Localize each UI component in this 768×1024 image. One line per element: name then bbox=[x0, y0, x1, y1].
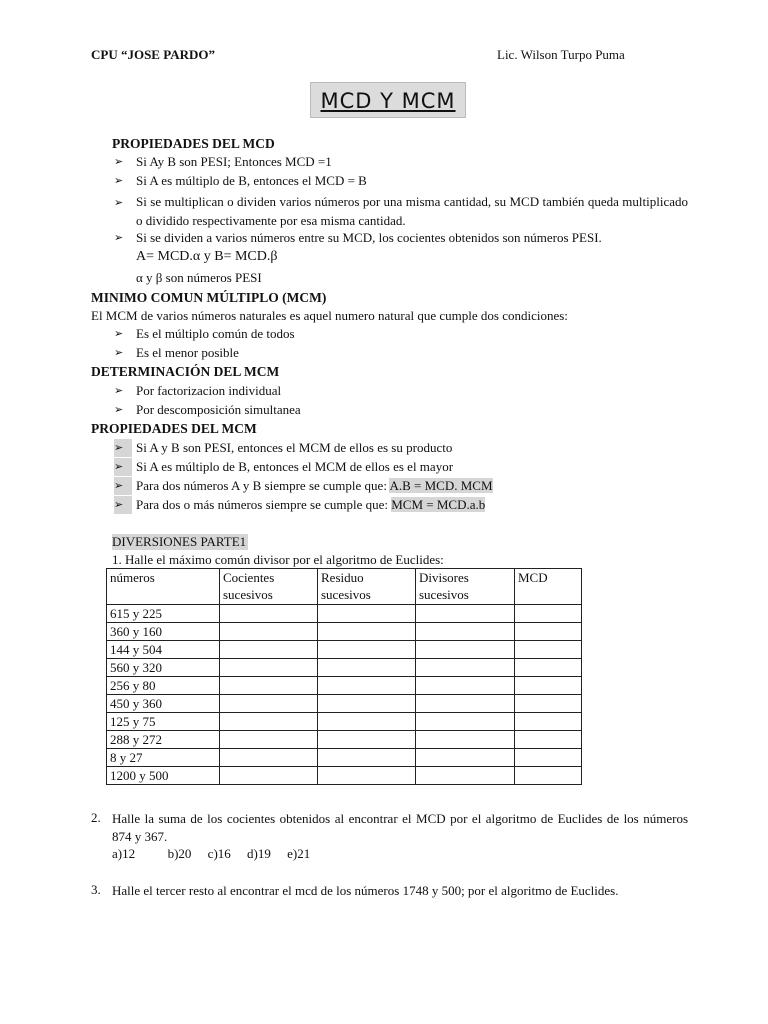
answer-cell[interactable] bbox=[318, 623, 416, 641]
question-2: Halle la suma de los cocientes obtenidos al encontrar el MCD por el algoritmo de Euclides de los números 874 y 367. bbox=[112, 811, 688, 844]
table-header-cell: MCD bbox=[515, 569, 582, 605]
answer-cell[interactable] bbox=[318, 659, 416, 677]
table-cell: 8 y 27 bbox=[107, 749, 220, 767]
answer-cell[interactable] bbox=[318, 641, 416, 659]
table-row bbox=[107, 713, 582, 731]
answer-cell[interactable] bbox=[220, 659, 318, 677]
arrowhead-bullet-icon: ➢ bbox=[114, 155, 124, 168]
table-cell: 450 y 360 bbox=[107, 695, 220, 713]
title-box bbox=[310, 82, 466, 118]
table-header-cell: Divisores sucesivos bbox=[416, 569, 515, 605]
question-3: Halle el tercer resto al encontrar el mcd de los números 1748 y 500; por el algoritmo de Euclides. bbox=[112, 883, 619, 898]
table-row bbox=[107, 659, 582, 677]
question-2-number: 2. bbox=[91, 810, 101, 825]
list-item: ➢ Es el menor posible bbox=[114, 345, 239, 360]
table-header-cell: Residuo sucesivos bbox=[318, 569, 416, 605]
answer-cell[interactable] bbox=[515, 605, 582, 623]
table-row bbox=[107, 767, 582, 785]
answer-cell[interactable] bbox=[416, 713, 515, 731]
arrowhead-bullet-icon: ➢ bbox=[114, 441, 124, 454]
answer-cell[interactable] bbox=[318, 713, 416, 731]
table-header-cell: Cocientes sucesivos bbox=[220, 569, 318, 605]
table-cell: 125 y 75 bbox=[107, 713, 220, 731]
list-item: ➢ Si Ay B son PESI; Entonces MCD =1 bbox=[114, 154, 332, 169]
answer-cell[interactable] bbox=[220, 749, 318, 767]
table-row bbox=[107, 641, 582, 659]
arrowhead-bullet-icon: ➢ bbox=[114, 384, 124, 397]
arrowhead-bullet-icon: ➢ bbox=[114, 498, 124, 511]
table-cell: 615 y 225 bbox=[107, 605, 220, 623]
answer-cell[interactable] bbox=[220, 695, 318, 713]
answer-cell[interactable] bbox=[416, 695, 515, 713]
arrowhead-bullet-icon: ➢ bbox=[114, 174, 124, 187]
answer-cell[interactable] bbox=[220, 605, 318, 623]
answer-cell[interactable] bbox=[515, 713, 582, 731]
answer-cell[interactable] bbox=[416, 623, 515, 641]
section-heading-prop-mcd: PROPIEDADES DEL MCD bbox=[112, 136, 275, 151]
arrowhead-bullet-icon: ➢ bbox=[114, 327, 124, 340]
table-cell: 288 y 272 bbox=[107, 731, 220, 749]
answer-cell[interactable] bbox=[416, 731, 515, 749]
answer-cell[interactable] bbox=[515, 659, 582, 677]
answer-cell[interactable] bbox=[220, 677, 318, 695]
answer-cell[interactable] bbox=[318, 695, 416, 713]
table-cell: 360 y 160 bbox=[107, 623, 220, 641]
arrowhead-bullet-icon: ➢ bbox=[114, 346, 124, 359]
answer-cell[interactable] bbox=[515, 767, 582, 785]
list-item: ➢ Si A y B son PESI, entonces el MCM de ellos es su producto bbox=[114, 440, 453, 455]
table-cell: 1200 y 500 bbox=[107, 767, 220, 785]
list-item: ➢ Si se multiplican o dividen varios números por una misma cantidad, su MCD también queda multiplicado o dividido respectivamente por esa misma cantidad. bbox=[114, 194, 688, 228]
answer-cell[interactable] bbox=[416, 677, 515, 695]
table-cell: 256 y 80 bbox=[107, 677, 220, 695]
answer-cell[interactable] bbox=[318, 731, 416, 749]
formula-pesi: α y β son números PESI bbox=[136, 270, 262, 285]
table-row bbox=[107, 731, 582, 749]
answer-cell[interactable] bbox=[318, 767, 416, 785]
list-item: ➢ Si A es múltiplo de B, entonces el MCM de ellos es el mayor bbox=[114, 459, 454, 474]
arrowhead-bullet-icon: ➢ bbox=[114, 196, 124, 209]
table-cell: 560 y 320 bbox=[107, 659, 220, 677]
table-row bbox=[107, 695, 582, 713]
answer-cell[interactable] bbox=[220, 713, 318, 731]
table-header-row bbox=[107, 569, 582, 605]
answer-cell[interactable] bbox=[220, 623, 318, 641]
section-heading-determinacion: DETERMINACIÓN DEL MCM bbox=[91, 364, 280, 379]
question-1: 1. Halle el máximo común divisor por el algoritmo de Euclides: bbox=[112, 552, 444, 567]
table-row bbox=[107, 749, 582, 767]
answer-cell[interactable] bbox=[416, 749, 515, 767]
list-item: ➢ Por descomposición simultanea bbox=[114, 402, 301, 417]
answer-cell[interactable] bbox=[515, 623, 582, 641]
answer-cell[interactable] bbox=[515, 677, 582, 695]
answer-cell[interactable] bbox=[416, 659, 515, 677]
answer-cell[interactable] bbox=[416, 767, 515, 785]
arrowhead-bullet-icon: ➢ bbox=[114, 460, 124, 473]
table-row bbox=[107, 623, 582, 641]
list-item: ➢ Por factorizacion individual bbox=[114, 383, 282, 398]
list-item: ➢ Para dos o más números siempre se cumple que: MCM = MCD.a.b bbox=[114, 497, 486, 512]
euclides-table bbox=[106, 568, 582, 785]
list-item: ➢ Si se dividen a varios números entre su MCD, los cocientes obtenidos son números PESI. bbox=[114, 230, 602, 245]
question-2-options: a)12 b)20 c)16 d)19 e)21 bbox=[112, 846, 311, 861]
formula-highlight: A.B = MCD. MCM bbox=[389, 478, 493, 493]
table-row bbox=[107, 677, 582, 695]
header-school: CPU “JOSE PARDO” bbox=[91, 47, 215, 62]
list-item: ➢ Es el múltiplo común de todos bbox=[114, 326, 295, 341]
list-item: ➢ Si A es múltiplo de B, entonces el MCD = B bbox=[114, 173, 367, 188]
mcm-definition: El MCM de varios números naturales es aquel numero natural que cumple dos condiciones: bbox=[91, 308, 568, 323]
answer-cell[interactable] bbox=[515, 641, 582, 659]
answer-cell[interactable] bbox=[220, 731, 318, 749]
formula-highlight: MCM = MCD.a.b bbox=[391, 497, 486, 512]
answer-cell[interactable] bbox=[515, 695, 582, 713]
arrowhead-bullet-icon: ➢ bbox=[114, 479, 124, 492]
answer-cell[interactable] bbox=[318, 677, 416, 695]
header-author: Lic. Wilson Turpo Puma bbox=[497, 47, 625, 62]
page-title: MCD Y MCM bbox=[320, 89, 456, 113]
answer-cell[interactable] bbox=[220, 767, 318, 785]
formula-mcd: A= MCD.α y B= MCD.β bbox=[136, 249, 278, 264]
answer-cell[interactable] bbox=[416, 641, 515, 659]
table-cell: 144 y 504 bbox=[107, 641, 220, 659]
table-header-cell: números bbox=[107, 569, 220, 605]
arrowhead-bullet-icon: ➢ bbox=[114, 403, 124, 416]
exercises-heading: DIVERSIONES PARTE1 bbox=[112, 534, 247, 549]
answer-cell[interactable] bbox=[318, 749, 416, 767]
arrowhead-bullet-icon: ➢ bbox=[114, 231, 124, 244]
answer-cell[interactable] bbox=[515, 731, 582, 749]
list-item: ➢ Para dos números A y B siempre se cumple que: A.B = MCD. MCM bbox=[114, 478, 493, 493]
answer-cell[interactable] bbox=[416, 605, 515, 623]
answer-cell[interactable] bbox=[515, 749, 582, 767]
table-row bbox=[107, 605, 582, 623]
section-heading-prop-mcm: PROPIEDADES DEL MCM bbox=[91, 421, 257, 436]
answer-cell[interactable] bbox=[318, 605, 416, 623]
question-3-number: 3. bbox=[91, 882, 101, 897]
answer-cell[interactable] bbox=[220, 641, 318, 659]
section-heading-mcm: MINIMO COMUN MÚLTIPLO (MCM) bbox=[91, 290, 327, 305]
